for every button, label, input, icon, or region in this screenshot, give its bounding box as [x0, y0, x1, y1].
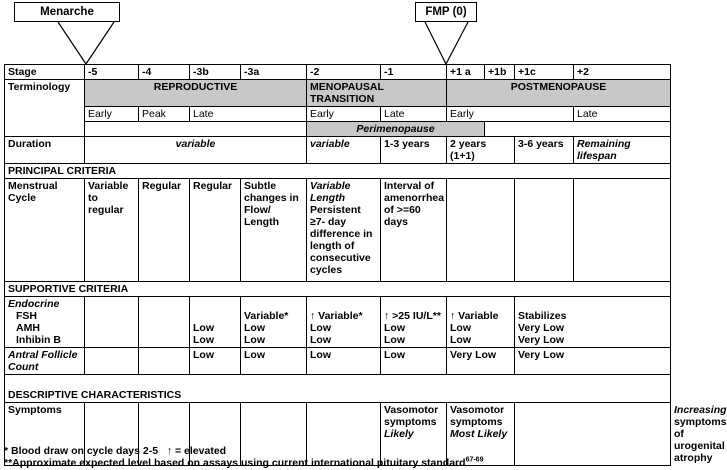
symptoms-minus1-text: Vasomotor symptoms	[384, 404, 439, 428]
duration-early-mt: variable	[307, 137, 381, 164]
endocrine-minus1	[381, 297, 447, 348]
stage-plus2: +2	[574, 65, 671, 80]
minus3a-amh: Low	[244, 322, 265, 334]
duration-label: Duration	[5, 137, 85, 164]
descriptive-heading-row	[5, 375, 671, 403]
supportive-criteria-heading: SUPPORTIVE CRITERIA	[5, 282, 671, 297]
footnote-1-elevated: = elevated	[175, 445, 227, 457]
menstrual-plus1ab	[447, 179, 515, 282]
symptoms-row: Symptoms Vasomotor symptoms Likely Vasomotor symptoms Most Likely Increasing symptoms of urogenital atrophy	[5, 403, 671, 466]
stage-plus1b: +1b	[485, 65, 515, 80]
descriptive-characteristics-heading: DESCRIPTIVE CHARACTERISTICS	[5, 375, 671, 403]
hormone-inhibin-b: Inhibin B	[16, 334, 61, 346]
duration-row	[5, 137, 671, 164]
endocrine-label: Endocrine	[8, 298, 60, 310]
terminology-label: Terminology	[5, 80, 85, 137]
term-late-post: Late	[574, 107, 671, 122]
afc-minus3a: Low	[241, 348, 307, 375]
stage-plus1c: +1c	[515, 65, 574, 80]
stage-row	[5, 65, 671, 80]
perimenopause-blank-right	[485, 122, 671, 137]
minus3b-amh: Low	[193, 322, 214, 334]
term-early-mt: Early	[307, 107, 381, 122]
minus2-inhibin: Low	[310, 334, 331, 346]
plus1ab-inhibin: Low	[450, 334, 471, 346]
minus1-amh: Low	[384, 322, 405, 334]
menstrual-plus1c	[515, 179, 574, 282]
menopausal-transition-header: MENOPAUSAL TRANSITION	[307, 80, 447, 107]
principal-criteria-heading: PRINCIPAL CRITERIA	[5, 164, 671, 179]
minus2-amh: Low	[310, 322, 331, 334]
footnote-1	[4, 445, 226, 457]
minus1-fsh: >25 IU/L**	[392, 310, 441, 322]
menstrual-minus4: Regular	[139, 179, 190, 282]
stage-minus4: -4	[139, 65, 190, 80]
menstrual-minus5: Variable to regular	[85, 179, 139, 282]
endocrine-minus4	[139, 297, 190, 348]
minus1-inhibin: Low	[384, 334, 405, 346]
terminology-sub-row	[5, 107, 671, 122]
term-late-mt: Late	[381, 107, 447, 122]
staging-table	[4, 64, 727, 466]
plus1ab-amh: Low	[450, 322, 471, 334]
plus1c-fsh: Stabilizes	[518, 310, 567, 322]
menstrual-cycle-label: Menstrual Cycle	[5, 179, 85, 282]
supportive-heading-row	[5, 282, 671, 297]
afc-minus2: Low	[307, 348, 381, 375]
plus1c-inhibin: Very Low	[518, 334, 565, 346]
term-late-repro: Late	[190, 107, 307, 122]
endocrine-row	[5, 297, 671, 348]
afc-row	[5, 348, 671, 375]
stage-minus1: -1	[381, 65, 447, 80]
footnote-2	[4, 457, 483, 469]
menstrual-minus3b: Regular	[190, 179, 241, 282]
menstrual-minus2-title: Variable Length	[310, 180, 351, 204]
afc-plus1c: Very Low	[515, 348, 671, 375]
up-arrow-icon: ↑	[310, 310, 316, 322]
footnote-2-ref: 67-69	[465, 456, 484, 464]
stage-minus2: -2	[307, 65, 381, 80]
term-early-post: Early	[447, 107, 574, 122]
minus3a-inhibin: Low	[244, 334, 265, 346]
term-peak: Peak	[139, 107, 190, 122]
stage-minus3a: -3a	[241, 65, 307, 80]
minus3b-inhibin: Low	[193, 334, 214, 346]
plus1c-amh: Very Low	[518, 322, 565, 334]
terminology-row	[5, 80, 671, 107]
menstrual-minus2	[307, 179, 381, 282]
perimenopause-band: Perimenopause	[307, 122, 485, 137]
stage-minus3b: -3b	[190, 65, 241, 80]
reproductive-header: REPRODUCTIVE	[85, 80, 307, 107]
menstrual-cycle-row	[5, 179, 671, 282]
symptoms-label: Symptoms	[5, 403, 85, 466]
menstrual-minus2-body: Persistent ≥7- day difference in length of consecutive cycles	[310, 204, 373, 276]
principal-heading-row	[5, 164, 671, 179]
endocrine-plus1c	[515, 297, 671, 348]
hormone-fsh: FSH	[16, 310, 37, 322]
fmp-label: FMP (0)	[425, 6, 467, 18]
duration-reproductive: variable	[85, 137, 307, 164]
endocrine-minus3a	[241, 297, 307, 348]
menstrual-plus2	[574, 179, 671, 282]
menstrual-minus3a: Subtle changes in Flow/ Length	[241, 179, 307, 282]
endocrine-minus5	[85, 297, 139, 348]
postmenopause-header: POSTMENOPAUSE	[447, 80, 671, 107]
stage-plus1a: +1 a	[447, 65, 485, 80]
symptoms-plus1ab-text: Vasomotor symptoms	[450, 404, 505, 428]
symptoms-minus1-likelihood: Likely	[384, 428, 414, 440]
perimenopause-row	[5, 122, 671, 137]
hormone-amh: AMH	[16, 322, 40, 334]
footnote-2-text: **Approximate expected level based on assays using current international pituitary standard	[4, 457, 466, 469]
afc-minus1: Low	[381, 348, 447, 375]
minus3a-fsh: Variable*	[244, 310, 289, 322]
duration-early-post: 2 years (1+1)	[447, 137, 515, 164]
afc-minus4	[139, 348, 190, 375]
term-early-repro: Early	[85, 107, 139, 122]
symptoms-plus1ab-likelihood: Most Likely	[450, 428, 508, 440]
footnote-1-text: * Blood draw on cycle days 2-5	[4, 445, 159, 457]
afc-plus1ab: Very Low	[447, 348, 515, 375]
up-arrow-icon: ↑	[166, 445, 173, 457]
menarche-pointer	[58, 22, 114, 64]
afc-label: Antral Follicle Count	[5, 348, 85, 375]
afc-minus5	[85, 348, 139, 375]
minus2-fsh: Variable*	[318, 310, 363, 322]
duration-late-mt: 1-3 years	[381, 137, 447, 164]
up-arrow-icon: ↑	[384, 310, 390, 322]
callout-pointers	[0, 0, 676, 66]
symptoms-plus1c	[515, 403, 671, 466]
menarche-label: Menarche	[40, 6, 94, 18]
duration-plus1c: 3-6 years	[515, 137, 574, 164]
endocrine-label-cell	[5, 297, 85, 348]
endocrine-minus3b	[190, 297, 241, 348]
afc-minus3b: Low	[190, 348, 241, 375]
endocrine-plus1ab	[447, 297, 515, 348]
duration-late-post: Remaining lifespan	[574, 137, 671, 164]
menstrual-minus1: Interval of amenorrhea of >=60 days	[381, 179, 447, 282]
stage-minus5: -5	[85, 65, 139, 80]
up-arrow-icon: ↑	[450, 310, 456, 322]
endocrine-minus2	[307, 297, 381, 348]
perimenopause-blank-left	[85, 122, 307, 137]
fmp-pointer	[425, 22, 468, 64]
stage-label: Stage	[5, 65, 85, 80]
plus1ab-fsh: Variable	[458, 310, 499, 322]
